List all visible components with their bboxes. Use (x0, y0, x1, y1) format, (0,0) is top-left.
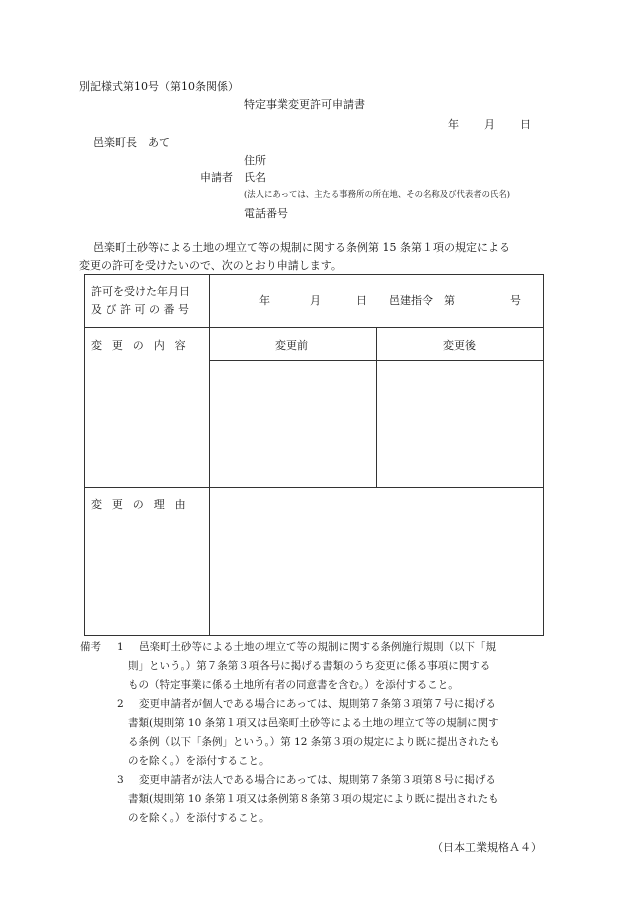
note-line: 変更申請者が個人である場合にあっては、規則第７条第３項第７号に掲げる (139, 698, 496, 710)
change-reason-label: 変更の理由 (91, 498, 196, 511)
note-line: る条例（以下「条例」という。）第 12 条第３項の規定により既に提出されたも (128, 736, 500, 748)
note-line: 書類(規則第 10 条第１項又は邑楽町土砂等による土地の埋立て等の規制に関す (128, 717, 499, 729)
permit-day-field[interactable]: 日 (356, 294, 367, 307)
addressee: 邑楽町長 あて (93, 136, 170, 149)
notes-heading: 備考 (80, 641, 101, 653)
note-line: もの（特定事業に係る土地所有者の同意書を含む。）を添付すること。 (128, 679, 459, 691)
before-header: 変更前 (275, 339, 308, 352)
permit-number-prefix: 邑建指令 第 (389, 294, 455, 307)
form-id: 別記様式第10号（第10条関係） (79, 80, 239, 93)
permit-label-line-1: 許可を受けた年月日 (91, 285, 190, 298)
change-content-label: 変更の内容 (91, 339, 196, 352)
application-table (84, 274, 544, 636)
note-number: 1 (117, 641, 124, 653)
name-label: 氏名 (244, 171, 266, 184)
note-line: のを除く。）を添付すること。 (128, 755, 270, 767)
before-cell[interactable] (210, 361, 375, 486)
date-year-label: 年 (448, 118, 459, 131)
applicant-role-label: 申請者 (200, 171, 233, 184)
note-line: 書類(規則第 10 条第１項又は条例第８条第３項の規定により既に提出されたも (128, 793, 499, 805)
note-line: 変更申請者が法人である場合にあっては、規則第７条第３項第８号に掲げる (139, 774, 496, 786)
corporate-note: (法人にあっては、主たる事務所の所在地、その名称及び代表者の氏名) (244, 189, 511, 199)
body-line-2: 変更の許可を受けたいので、次のとおり申請します。 (79, 259, 342, 272)
note-line: 邑楽町土砂等による土地の埋立て等の規制に関する条例施行規則（以下「規 (139, 641, 496, 653)
after-header: 変更後 (443, 339, 476, 352)
page-title: 特定事業変更許可申請書 (244, 98, 365, 111)
note-number: 2 (117, 698, 124, 710)
note-line: のを除く。）を添付すること。 (128, 812, 270, 824)
reason-cell[interactable] (210, 488, 542, 634)
date-day-label: 日 (520, 118, 531, 131)
after-cell[interactable] (377, 361, 542, 486)
permit-number-suffix: 号 (510, 294, 521, 307)
note-line: 則」という。）第７条第３項各号に掲げる書類のうち変更に係る事項に関する (128, 660, 491, 672)
permit-month-field[interactable]: 月 (310, 294, 321, 307)
body-line-1: 邑楽町土砂等による土地の埋立て等の規制に関する条例第 15 条第１項の規定による (93, 241, 510, 254)
phone-label: 電話番号 (244, 207, 288, 220)
permit-year-field[interactable]: 年 (259, 294, 270, 307)
date-month-label: 月 (484, 118, 495, 131)
paper-size-footer: （日本工業規格Ａ４） (432, 841, 542, 854)
note-number: 3 (117, 774, 124, 786)
table-rule-1 (85, 327, 543, 328)
address-label: 住所 (244, 154, 266, 167)
permit-label-line-2: 及 び 許 可 の 番 号 (91, 303, 189, 316)
